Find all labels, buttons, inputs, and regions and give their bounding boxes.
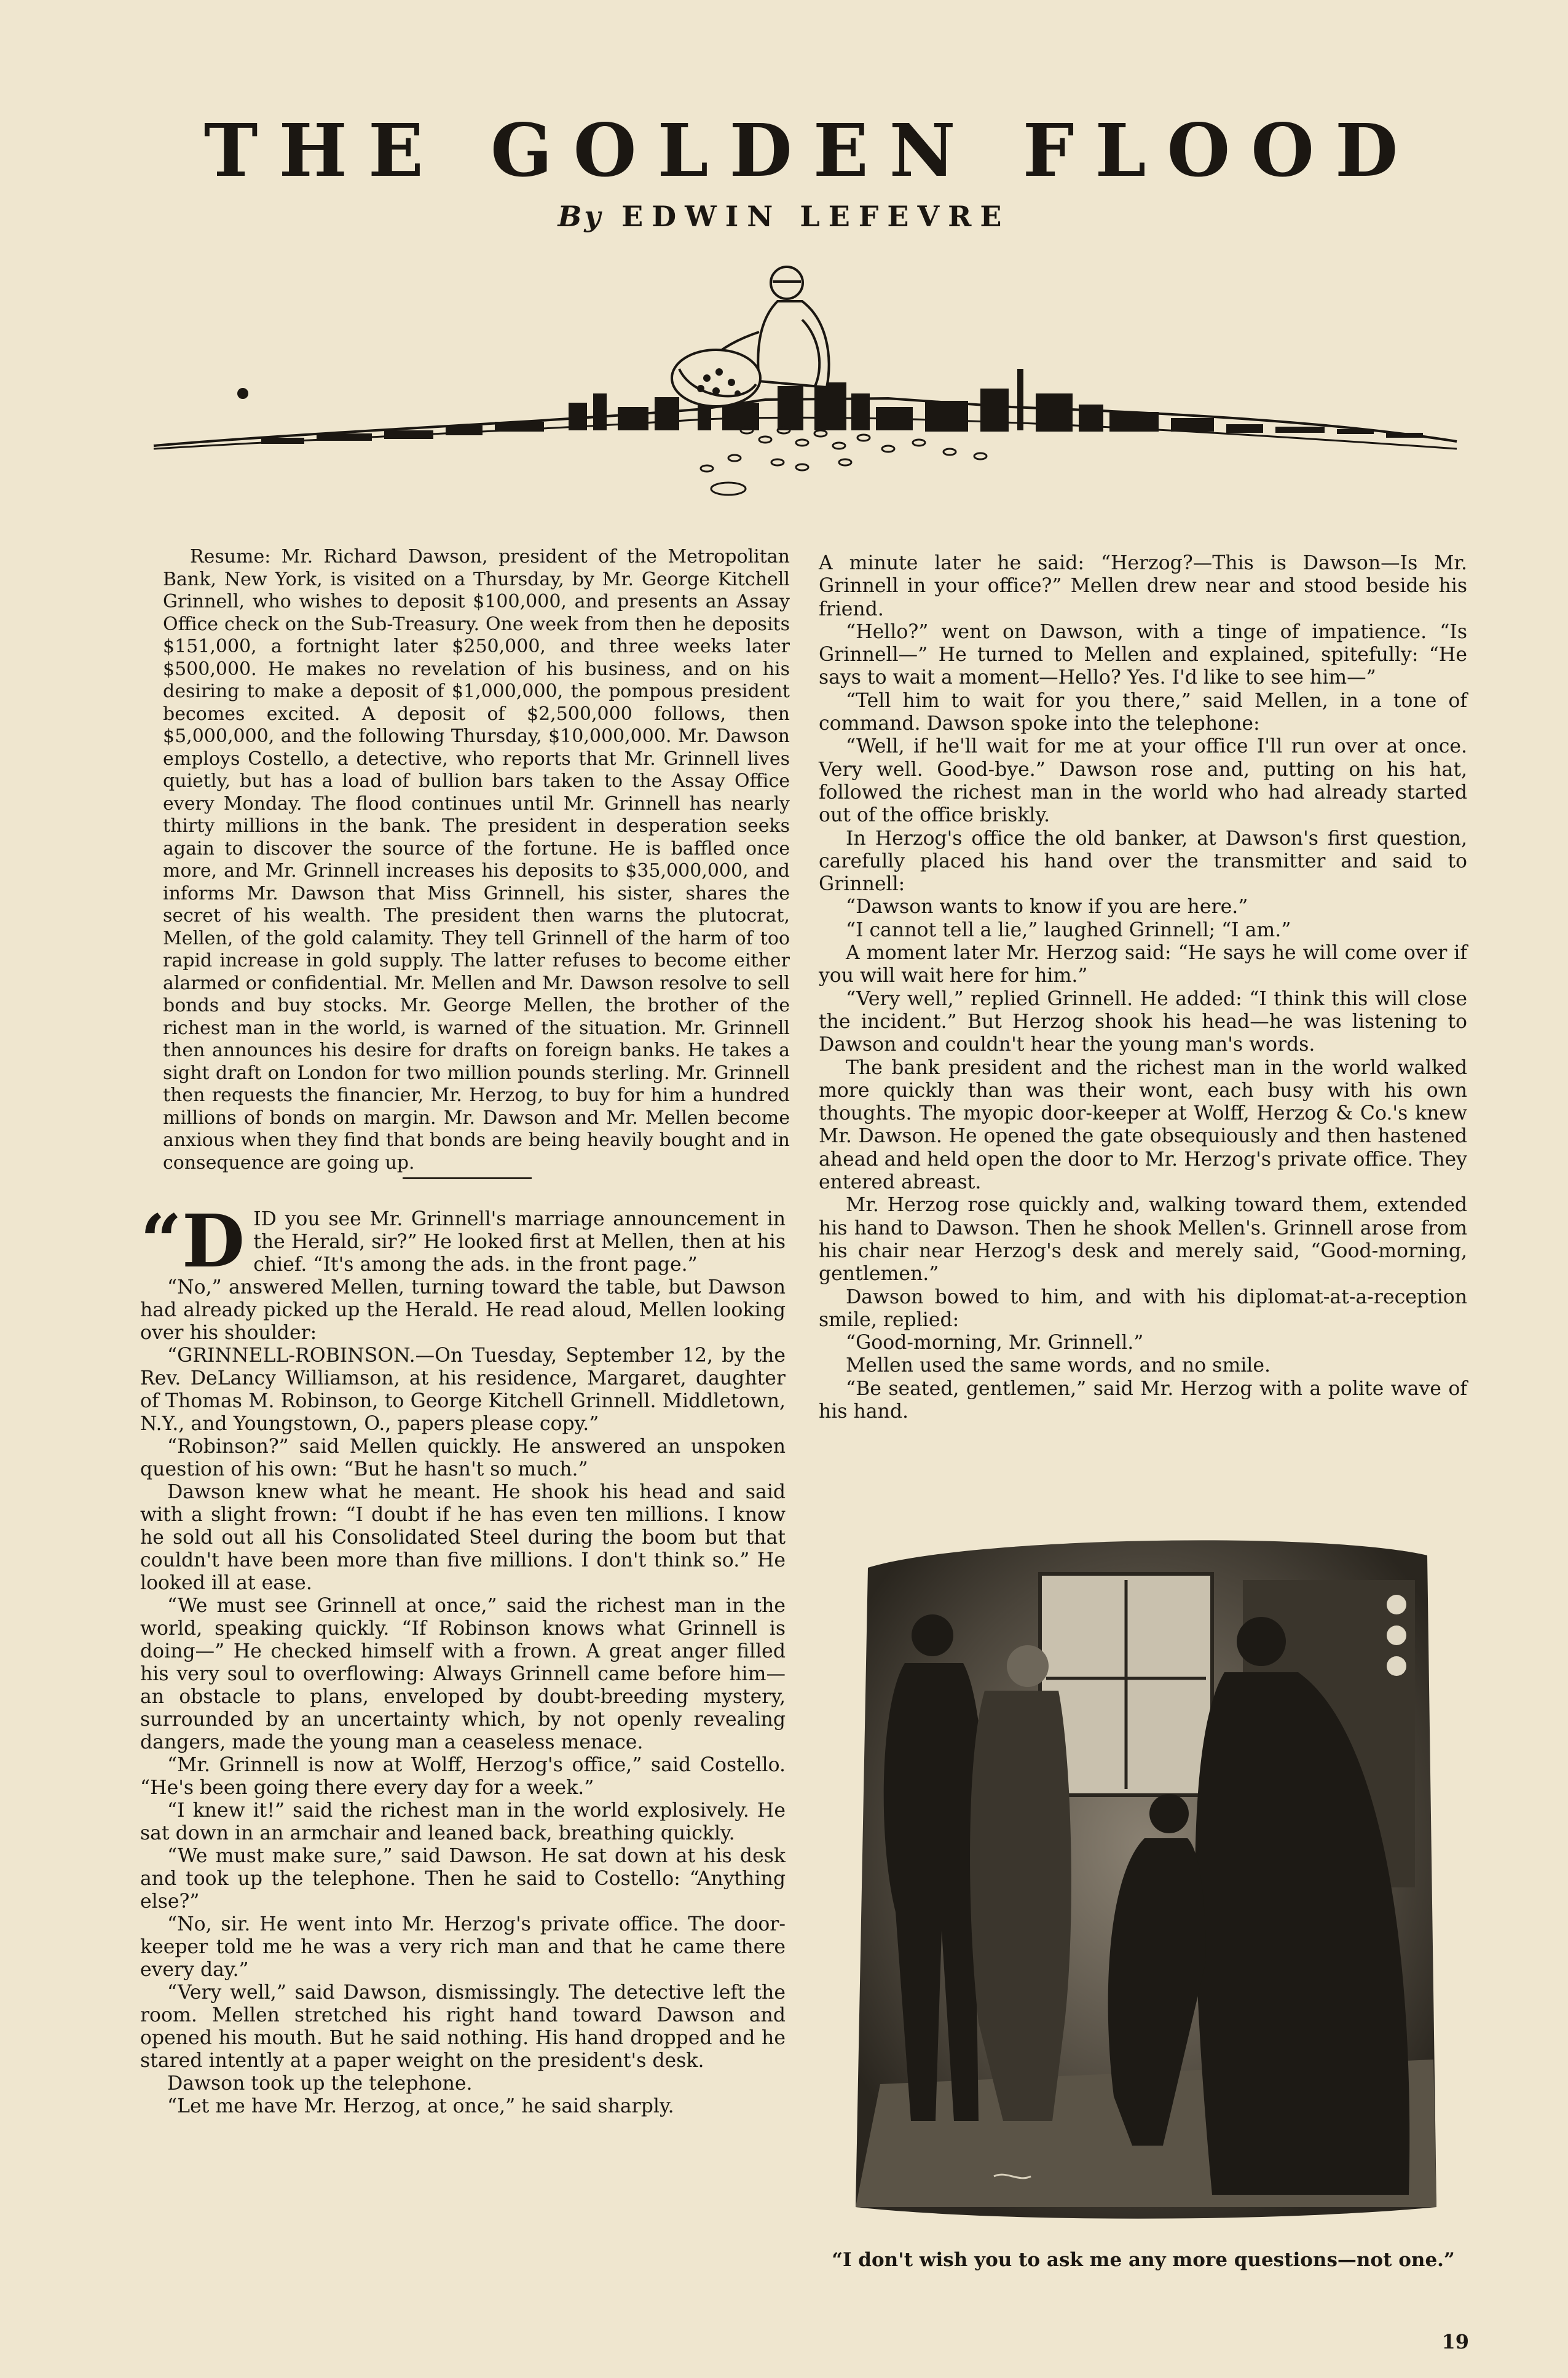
paragraph: “Good-morning, Mr. Grinnell.” [846, 1332, 1144, 1354]
paragraph: “I knew it!” said the richest man in the world explosively. He sat down in an armchair and leaned back, breathing quickly. [140, 1799, 786, 1844]
paragraph: “Dawson wants to know if you are here.” [846, 896, 1248, 918]
story-illustration [843, 1531, 1446, 2229]
paragraph: The bank president and the richest man in the world walked more quickly than was their wont, each busy with his own thoughts. The myopic door-keeper at Wolff, Herzog & Co.'s knew Mr. Dawson. He opened the gate obsequiously and then hastened ahead and held open the door to Mr. Herzog's private office. They entered abreast. [819, 1056, 1467, 1194]
story-resume: Resume: Mr. Richard Dawson, president of the Metropolitan Bank, New York, is visited on a Thursday, by Mr. George Kitchell Grinnell, who wishes to deposit $100,000, and presents an Assay Office check on the Sub-Treasury. One week from then he deposits $151,000, a fortnight later $250,000, and three weeks later $500,000. He makes no revelation of his business, and on his desiring to make a deposit of $1,000,000, the pompous president becomes excited. A deposit of $2,500,000 follows, then $5,000,000, and the following Thursday, $10,000,000. Mr. Dawson employs Costello, a detective, who reports that Mr. Grinnell lives quietly, but has a load of bullion bars taken to the Assay Office every Monday. The flood continues until Mr. Grinnell has nearly thirty millions in the bank. The president in desperation seeks again to discover the source of the fortune. He is baffled once more, and Mr. Grinnell increases his deposits to $35,000,000, and informs Mr. Dawson that Miss Grinnell, his sister, shares the secret of his wealth. The president then warns the plutocrat, Mellen, of the gold calamity. They tell Grinnell of the harm of too rapid increase in gold supply. The latter refuses to become either alarmed or confidential. Mr. Mellen and Mr. Dawson resolve to sell bonds and buy stocks. Mr. George Mellen, the brother of the richest man in the world, is warned of the situation. Mr. Grinnell then announces his desire for drafts on foreign banks. He takes a sight draft on London for two million pounds sterling. Mr. Grinnell then requests the financier, Mr. Herzog, to buy for him a hundred millions of bonds on margin. Mr. Dawson and Mr. Mellen become anxious when they find that bonds are being heavily bought and in consequence are going up. [163, 546, 790, 1174]
paragraph: Dawson knew what he meant. He shook his head and said with a slight frown: “I doubt if he has even ten millions. I know he sold out all his Consolidated Steel during the boom but that couldn't have been more than five millions. I don't think so.” He looked ill at ease. [140, 1481, 786, 1594]
paragraph: “We must make sure,” said Dawson. He sat down at his desk and took up the telephone. Then he said to Costello: “Anything else?” [140, 1845, 786, 1913]
drop-cap: “D [140, 1198, 245, 1284]
left-column [140, 1198, 786, 2118]
paragraph: A minute later he said: “Herzog?—This is Dawson—Is Mr. Grinnell in your office?” Mellen drew near and stood beside his friend. [819, 552, 1467, 620]
page-number: 19 [1441, 2330, 1469, 2353]
paragraph: Dawson took up the telephone. [167, 2072, 473, 2095]
paragraph: “No, sir. He went into Mr. Herzog's private office. The door-keeper told me he was a very rich man and that he came there every day.” [140, 1913, 786, 1981]
paragraph: “Very well,” replied Grinnell. He added: “I think this will close the incident.” But Herzog shook his head—he was listening to Dawson and couldn't hear the young man's words. [819, 987, 1467, 1056]
paragraph: Mellen used the same words, and no smile. [846, 1354, 1271, 1377]
section-divider [403, 1177, 532, 1179]
paragraph: “Let me have Mr. Herzog, at once,” he said sharply. [167, 2095, 674, 2117]
paragraph: Dawson bowed to him, and with his diplomat-at-a-reception smile, replied: [819, 1286, 1467, 1331]
paragraph: “Well, if he'll wait for me at your office I'll run over at once. Very well. Good-bye.” Dawson rose and, putting on his hat, followed the richest man in the world who had already started out of the office briskly. [819, 735, 1467, 827]
paragraph: “Be seated, gentlemen,” said Mr. Herzog with a polite wave of his hand. [819, 1377, 1467, 1423]
paragraph: In Herzog's office the old banker, at Dawson's first question, carefully placed his hand over the transmitter and said to Grinnell: [819, 827, 1467, 896]
right-column [819, 552, 1467, 1423]
paragraph: “Very well,” said Dawson, dismissingly. The detective left the room. Mellen stretched his right hand toward Dawson and opened his mouth. But he said nothing. His hand dropped and he stared intently at a paper weight on the president's desk. [140, 1981, 786, 2072]
paragraph: A moment later Mr. Herzog said: “He says he will come over if you will wait here for him.” [819, 942, 1467, 987]
byline-by: By [557, 200, 604, 233]
opening-text: ID you see Mr. Grinnell's marriage announcement in the Herald, sir?” He looked first at Mellen, then at his chief. “It's among the ads. in the front page.” [253, 1208, 786, 1276]
paragraph: “We must see Grinnell at once,” said the richest man in the world, speaking quickly. “If Robinson knows what Grinnell is doing—” He checked himself with a frown. A great anger filled his very soul to overflowing: Always Grinnell came before him—an obstacle to plans, enveloped by doubt-breeding mystery, surrounded by an uncertainty which, by not openly revealing dangers, made the young man a ceaseless menace. [140, 1595, 786, 1753]
paragraph: “GRINNELL-ROBINSON.—On Tuesday, September 12, by the Rev. DeLancy Williamson, at his residence, Margaret, daughter of Thomas M. Robinson, to George Kitchell Grinnell. Middletown, N.Y., and Youngstown, O., papers please copy.” [140, 1345, 786, 1435]
opening-paragraph [140, 1198, 786, 1284]
headpiece-illustration [151, 246, 1460, 516]
paragraph: Mr. Herzog rose quickly and, walking toward them, extended his hand to Dawson. Then he shook Mellen's. Grinnell arose from his chair near Herzog's desk and merely said, “Good-morning, gentlemen.” [819, 1194, 1467, 1286]
byline [0, 198, 1568, 235]
paragraph: “Mr. Grinnell is now at Wolff, Herzog's office,” said Costello. “He's been going there every day for a week.” [140, 1754, 786, 1799]
paragraph: “Robinson?” said Mellen quickly. He answered an unspoken question of his own: “But he hasn't so much.” [140, 1436, 786, 1480]
byline-author: EDWIN LEFEVRE [621, 200, 1011, 233]
paragraph: “Hello?” went on Dawson, with a tinge of impatience. “Is Grinnell—” He turned to Mellen and explained, spitefully: “He says to wait a moment—Hello? Yes. I'd like to see him—” [819, 620, 1467, 689]
illustration-caption: “I don't wish you to ask me any more questions—not one.” [832, 2249, 1455, 2271]
paragraph: “Tell him to wait for you there,” said Mellen, in a tone of command. Dawson spoke into the telephone: [819, 689, 1467, 735]
paragraph: “No,” answered Mellen, turning toward the table, but Dawson had already picked up the Herald. He read aloud, Mellen looking over his shoulder: [140, 1276, 786, 1344]
paragraph: “I cannot tell a lie,” laughed Grinnell; “I am.” [846, 918, 1291, 941]
story-title: THE GOLDEN FLOOD [203, 108, 1419, 193]
